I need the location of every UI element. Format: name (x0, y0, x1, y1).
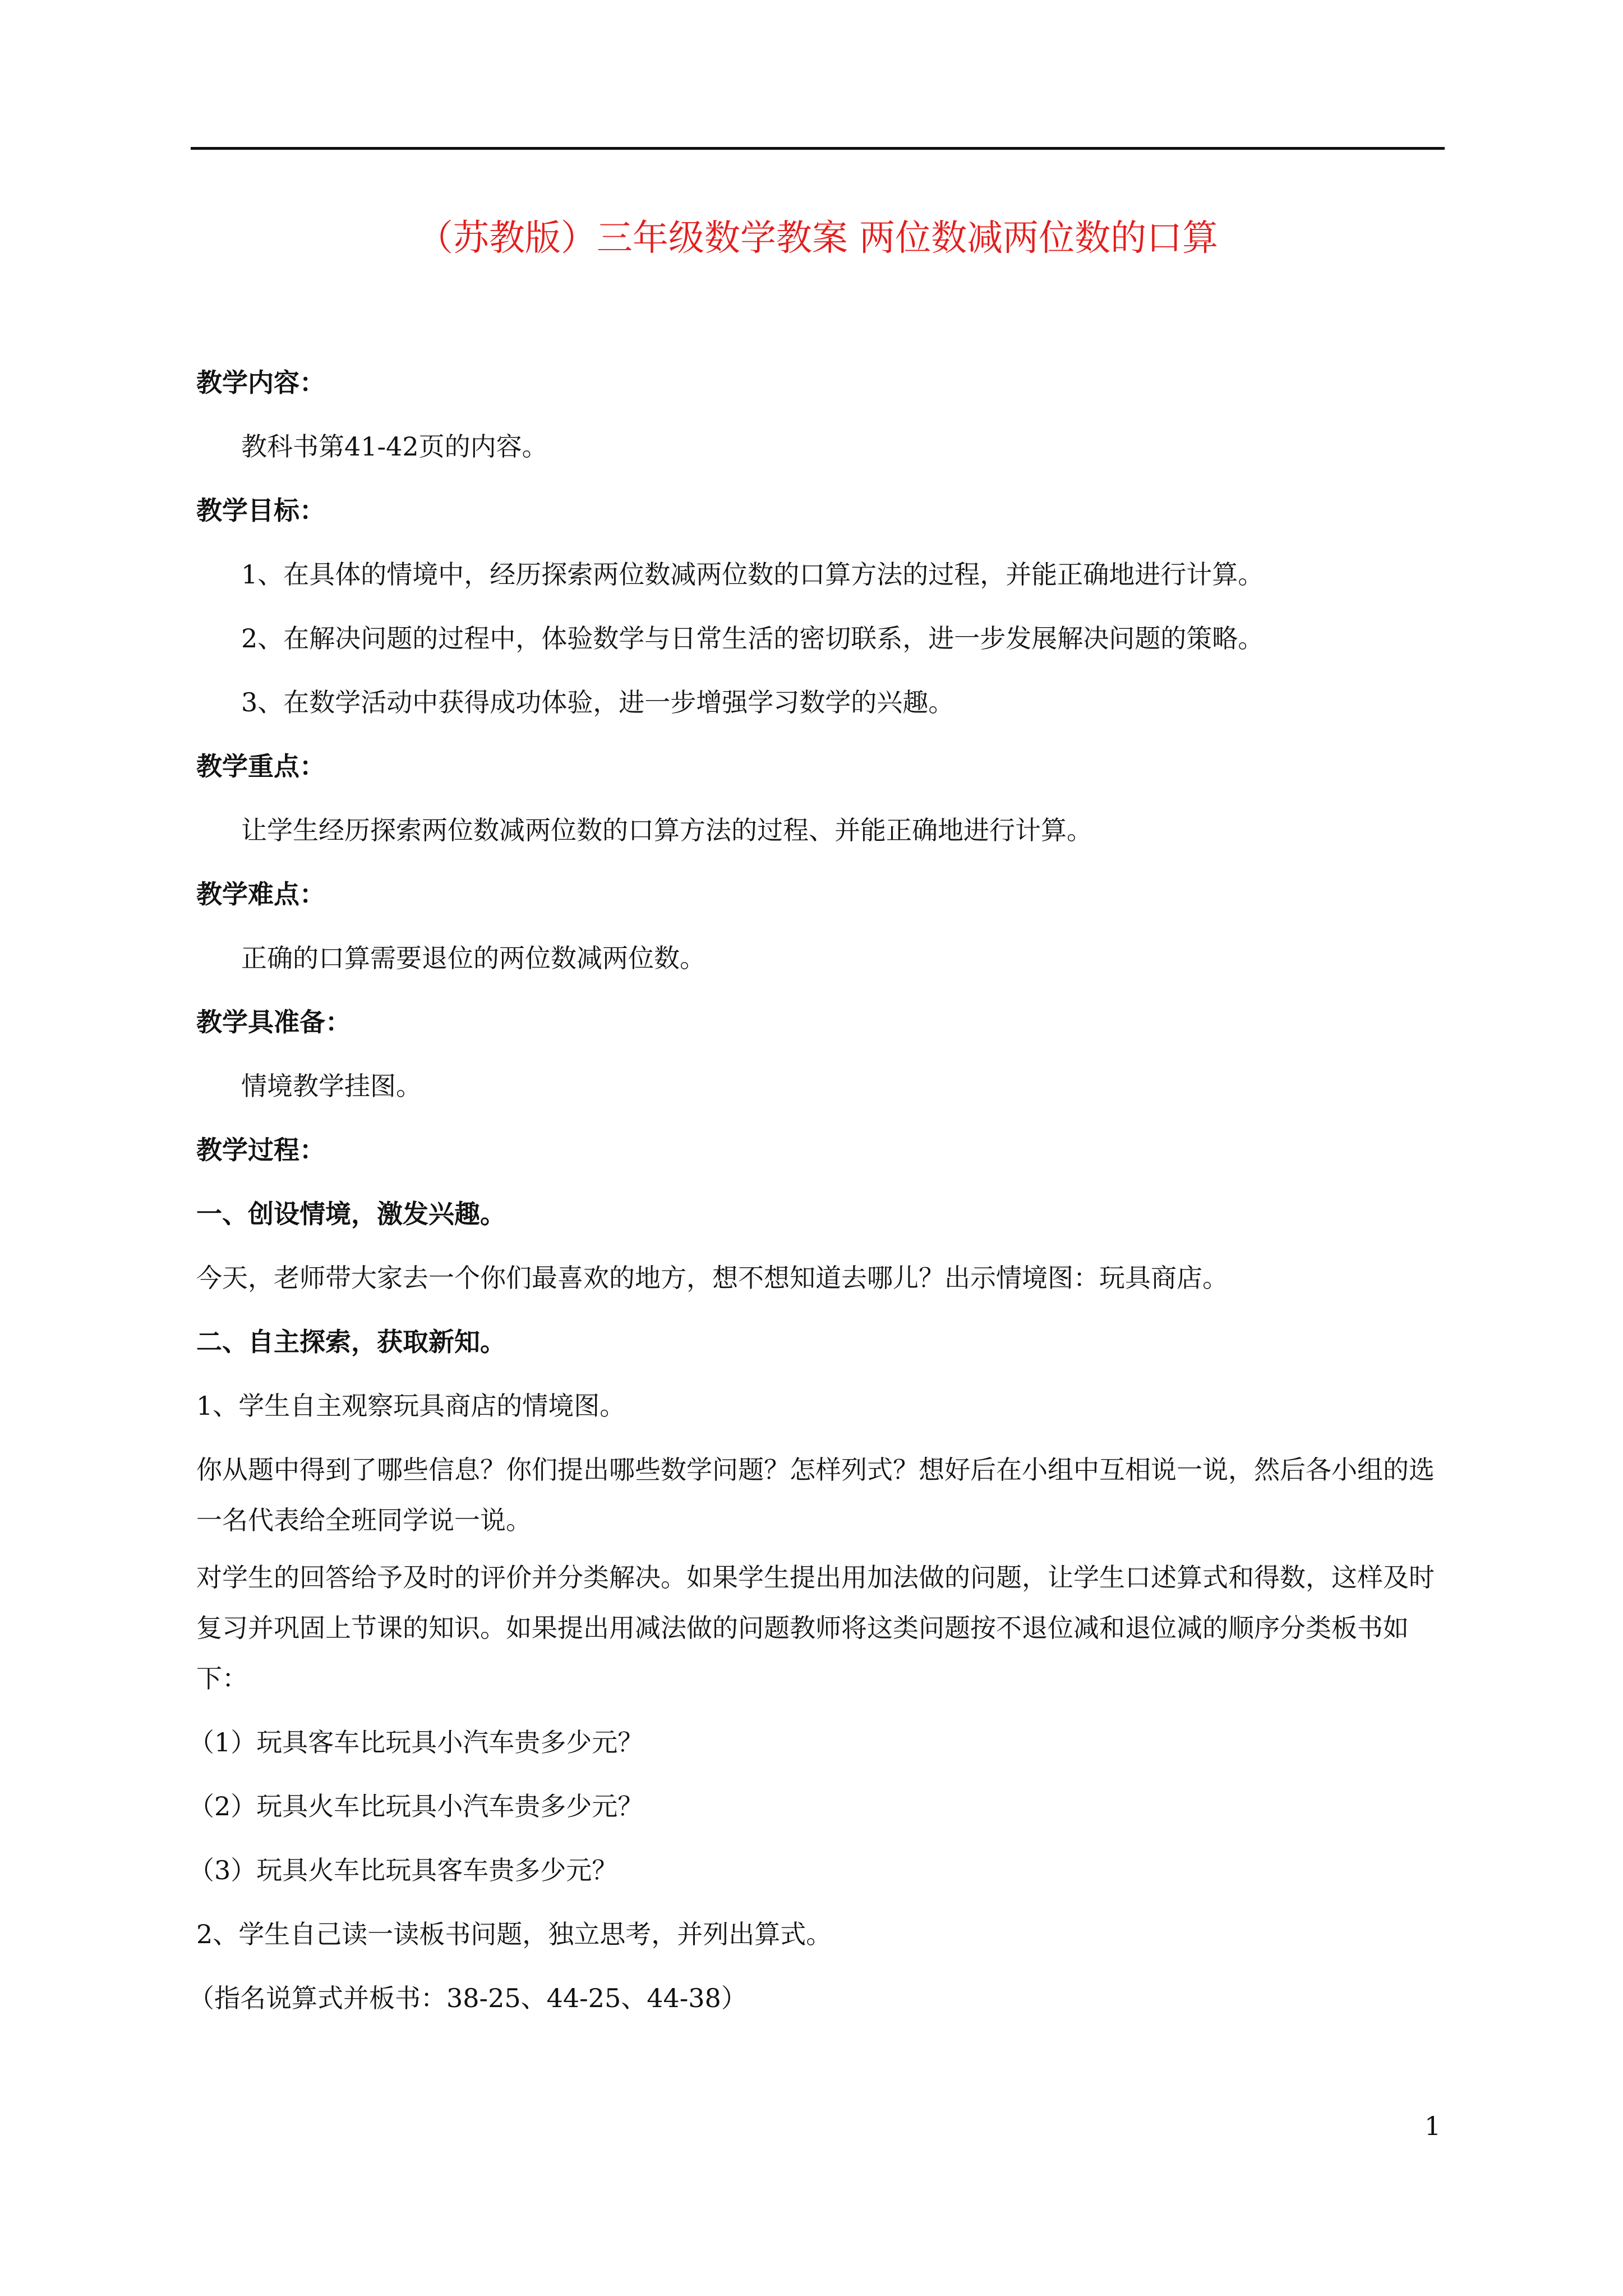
page-number: 1 (1424, 2111, 1441, 2141)
difficulty-text: 正确的口算需要退位的两位数减两位数。 (241, 943, 706, 973)
document-body (188, 351, 1445, 2030)
document-title: （苏教版）三年级数学教案 两位数减两位数的口算 (417, 218, 1219, 259)
section-heading-process: 教学过程： (196, 1135, 325, 1165)
step-two-note: （指名说算式并板书：38-25、44-25、44-38） (188, 1983, 747, 2013)
goal-item: 3、在数学活动中获得成功体验，进一步增强学习数学的兴趣。 (241, 687, 955, 717)
goal-item: 1、在具体的情境中，经历探索两位数减两位数的口算方法的过程，并能正确地进行计算。 (241, 559, 1264, 590)
section-heading-content: 教学内容： (196, 367, 325, 398)
question-item: （2）玩具火车比玩具小汽车贵多少元？ (188, 1791, 644, 1821)
section-heading-key-points: 教学重点： (196, 751, 325, 781)
part-one-heading: 一、创设情境，激发兴趣。 (196, 1199, 506, 1229)
content-text: 教科书第41-42页的内容。 (241, 431, 548, 462)
section-heading-goals: 教学目标： (196, 495, 325, 526)
step-two: 2、学生自己读一读板书问题，独立思考，并列出算式。 (196, 1919, 832, 1949)
question-item: （3）玩具火车比玩具客车贵多少元？ (188, 1855, 618, 1885)
tools-text: 情境教学挂图。 (241, 1071, 422, 1101)
goal-item: 2、在解决问题的过程中，体验数学与日常生活的密切联系，进一步发展解决问题的策略。 (241, 623, 1264, 654)
section-heading-tools: 教学具准备： (196, 1007, 351, 1037)
step-one-paragraph-2: 对学生的回答给予及时的评价并分类解决。如果学生提出用加法做的问题，让学生口述算式和得数，这样及时复习并巩固上节课的知识。如果提出用减法做的问题教师将这类问题按不退位减和退位减的顺序分类板书如下： (196, 1562, 1435, 1694)
step-one: 1、学生自主观察玩具商店的情境图。 (196, 1391, 626, 1421)
key-points-text: 让学生经历探索两位数减两位数的口算方法的过程、并能正确地进行计算。 (241, 815, 1092, 845)
step-one-paragraph: 你从题中得到了哪些信息？你们提出哪些数学问题？怎样列式？想好后在小组中互相说一说，然后各小组的选一名代表给全班同学说一说。 (196, 1455, 1435, 1535)
header-rule (191, 147, 1445, 150)
question-item: （1）玩具客车比玩具小汽车贵多少元？ (188, 1727, 644, 1757)
part-two-heading: 二、自主探索，获取新知。 (196, 1327, 506, 1357)
section-heading-difficulty: 教学难点： (196, 879, 325, 909)
part-one-text: 今天，老师带大家去一个你们最喜欢的地方，想不想知道去哪儿？出示情境图：玩具商店。 (196, 1263, 1228, 1293)
